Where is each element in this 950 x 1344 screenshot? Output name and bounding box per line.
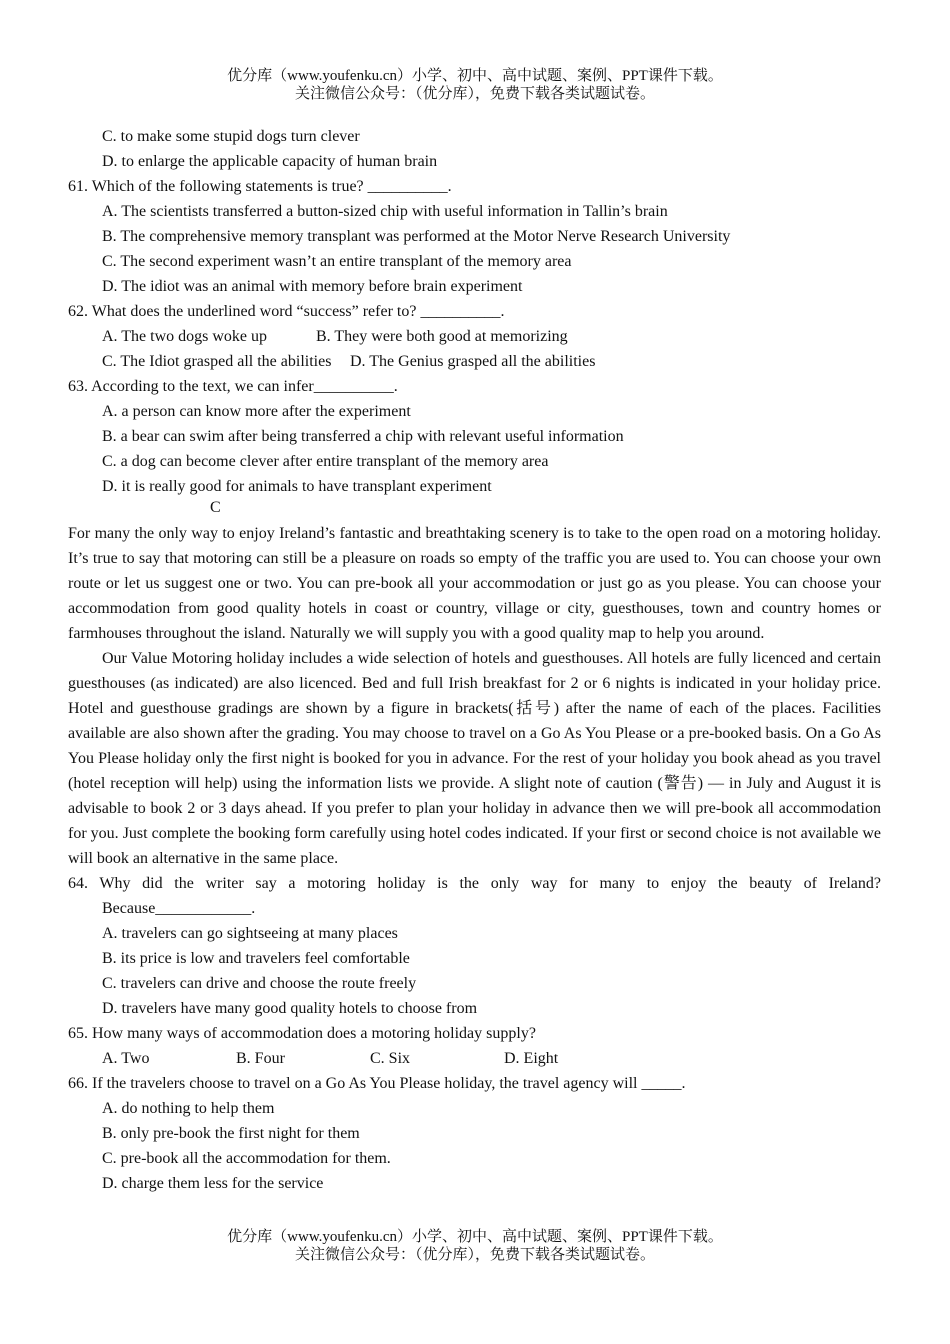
footer-line-1: 优分库（www.youfenku.cn）小学、初中、高中试题、案例、PPT课件下载。	[227, 1229, 723, 1245]
option-61-a: A. The scientists transferred a button-sized chip with useful information in Tallin’s brain	[102, 203, 668, 220]
option-61-d: D. The idiot was an animal with memory before brain experiment	[102, 278, 523, 295]
option-61-c: C. The second experiment wasn’t an entire transplant of the memory area	[102, 253, 572, 270]
question-65-options	[68, 1046, 881, 1071]
option-63-c: C. a dog can become clever after entire transplant of the memory area	[102, 453, 549, 470]
option-63-b: B. a bear can swim after being transferred a chip with relevant useful information	[102, 428, 624, 445]
question-62	[68, 299, 881, 374]
option-63-a: A. a person can know more after the experiment	[102, 403, 411, 420]
question-61-stem: 61. Which of the following statements is true? __________.	[68, 178, 452, 195]
question-62-stem: 62. What does the underlined word “success” refer to? __________.	[68, 303, 505, 320]
option-61-b: B. The comprehensive memory transplant was performed at the Motor Nerve Research University	[102, 228, 731, 245]
option-64-a: A. travelers can go sightseeing at many places	[102, 925, 398, 942]
question-66	[68, 1071, 881, 1196]
option-60-d: D. to enlarge the applicable capacity of human brain	[102, 153, 438, 170]
option-62-d: D. The Genius grasped all the abilities	[350, 353, 596, 370]
option-60-c: C. to make some stupid dogs turn clever	[102, 128, 360, 145]
option-65-a: A. Two	[102, 1050, 150, 1067]
question-64-stem: 64. Why did the writer say a motoring holiday is the only way for many to enjoy the beauty of Ireland?	[68, 875, 881, 892]
option-66-d: D. charge them less for the service	[102, 1175, 324, 1192]
question-65-stem: 65. How many ways of accommodation does a motoring holiday supply?	[68, 1025, 536, 1042]
page-header	[0, 67, 950, 103]
header-line-2: 关注微信公众号：（优分库），免费下载各类试题试卷。	[294, 86, 655, 102]
option-65-b: B. Four	[236, 1050, 285, 1067]
question-66-stem: 66. If the travelers choose to travel on a Go As You Please holiday, the travel agency will _____.	[68, 1075, 686, 1092]
option-64-c: C. travelers can drive and choose the route freely	[102, 975, 417, 992]
question-62-row-2	[68, 349, 881, 374]
option-62-c: C. The Idiot grasped all the abilities	[102, 353, 332, 370]
option-66-c: C. pre-book all the accommodation for them.	[102, 1150, 391, 1167]
question-60-options	[68, 124, 881, 174]
question-61	[68, 174, 881, 299]
option-66-b: B. only pre-book the first night for them	[102, 1125, 360, 1142]
passage-paragraph-2: Our Value Motoring holiday includes a wide selection of hotels and guesthouses. All hotels are fully licenced and certain guesthouses (as indicated) are also licenced. Bed and full Irish breakfast for 2 or 6 nights is indicated in your holiday price. Hotel and guesthouse gradings are shown by a figure in brackets(括号) after the name of each of the places. Facilities available are also shown after the grading. You may choose to travel on a Go As You Please or a pre-booked basis. On a Go As You Please holiday only the first night is booked for you in advance. For the rest of your holiday you book ahead as you travel (hotel reception will help) using the information lists we provide. A slight note of caution (警告) — in July and August it is advisable to book 2 or 3 days ahead. If you prefer to plan your holiday in advance then we will pre-book all accommodation for you. Just complete the booking form carefully using hotel codes indicated. If your first or second choice is not available we will book an alternative in the same place.	[68, 650, 881, 867]
option-66-a: A. do nothing to help them	[102, 1100, 275, 1117]
option-62-b: B. They were both good at memorizing	[316, 328, 568, 345]
section-label: C	[210, 499, 221, 516]
header-line-1: 优分库（www.youfenku.cn）小学、初中、高中试题、案例、PPT课件下载。	[227, 68, 723, 84]
footer-line-2: 关注微信公众号：（优分库），免费下载各类试题试卷。	[294, 1247, 655, 1263]
question-63	[68, 374, 881, 499]
question-62-row-1	[68, 324, 881, 349]
question-63-stem: 63. According to the text, we can infer__________.	[68, 378, 398, 395]
option-64-b: B. its price is low and travelers feel comfortable	[102, 950, 410, 967]
question-64	[68, 871, 881, 1021]
document-body	[68, 124, 881, 1196]
option-65-d: D. Eight	[504, 1050, 559, 1067]
option-62-a: A. The two dogs woke up	[102, 328, 268, 345]
page-footer	[0, 1228, 950, 1264]
passage-paragraph-1: For many the only way to enjoy Ireland’s fantastic and breathtaking scenery is to take to the open road on a motoring holiday. It’s true to say that motoring can still be a pleasure on roads so empty of the traffic you are used to. You can choose your own route or let us suggest one or two. You can pre-book all your accommodation or just go as you please. You can choose your accommodation from good quality hotels in coast or country, village or city, guesthouses, town and country homes or farmhouses throughout the island. Naturally we will supply you with a good quality map to help you around.	[68, 525, 881, 642]
option-64-d: D. travelers have many good quality hotels to choose from	[102, 1000, 478, 1017]
option-65-c: C. Six	[370, 1050, 411, 1067]
question-65	[68, 1021, 881, 1071]
option-63-d: D. it is really good for animals to have transplant experiment	[102, 478, 492, 495]
question-64-stem-continued: Because____________.	[102, 900, 256, 917]
